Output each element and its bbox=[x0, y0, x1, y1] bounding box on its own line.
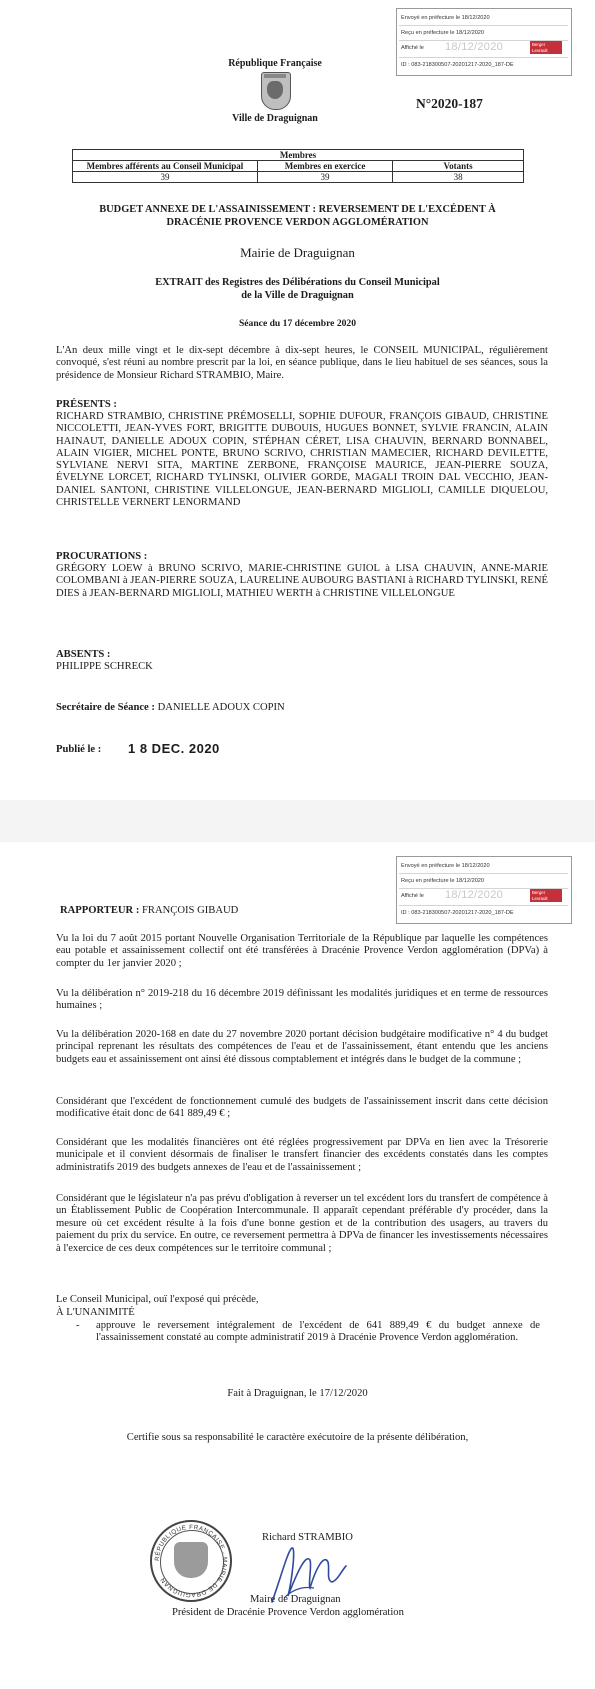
rapporteur-name: FRANÇOIS GIBAUD bbox=[142, 905, 239, 916]
page-one bbox=[0, 0, 595, 800]
considerant-paragraph-3: Vu la délibération 2020-168 en date du 27 novembre 2020 portant décision budgétaire modificative n° 4 du budget principal reprenant les résultats des compétences de l'eau et de l'assainissement, étant entendu que les anciens budgets eau et assainissement ont ainsi été dissous comptablement et intégrés dans le budget de la commune ; bbox=[56, 1029, 548, 1065]
extract-heading-line2: de la Ville de Draguignan bbox=[241, 290, 354, 301]
considerant-paragraph-2: Vu la délibération n° 2019-218 du 16 décembre 2019 définissant les modalités juridiques et en terme de ressources humaines ; bbox=[56, 988, 548, 1012]
members-title: Membres bbox=[73, 150, 524, 161]
secretary-line bbox=[56, 702, 285, 713]
deliberation-number: N°2020-187 bbox=[416, 96, 483, 111]
published-label: Publié le : bbox=[56, 744, 102, 755]
stamp-divider bbox=[399, 905, 568, 906]
rapporteur-label: RAPPORTEUR : bbox=[60, 905, 140, 916]
presents-list: RICHARD STRAMBIO, CHRISTINE PRÉMOSELLI, SOPHIE DUFOUR, FRANÇOIS GIBAUD, CHRISTINE NICCOLETTI, JEAN-YVES FORT, BRIGITTE DUBOUIS, HUGUES BONNET, SYLVIE FRANCIN, ALAIN HAINAUT, DANIELLE ADOUX COPIN, STÉPHAN CÉRET, LISA CHAUVIN, BERNARD BONNABEL, ALAIN VIGIER, MICHEL PONTE, BRUNO SCRIVO, CHRISTIAN MAMECIER, RICHARD DEVILETTE, SYLVIANE NERVI SITA, MARTINE ZERBONE, FRANÇOISE MAURICE, JEAN-PIERRE SOUZA, ÉVELYNE LORCET, RICHARD TYLINSKI, OLIVIER GORDE, MAGALI TROIN DAL VECCHIO, JEAN-DANIEL SANTONI, CHRISTINE VILLELONGUE, JEAN-BERNARD MIGLIOLI, CAMILLE DIQUELOU, CHRISTELLE VERNERT LENORMAND bbox=[56, 411, 548, 509]
mairie-heading: Mairie de Draguignan bbox=[240, 245, 355, 260]
berger-levrault-logo: Berger Levrault bbox=[530, 889, 562, 902]
members-header-votants: Votants bbox=[393, 161, 524, 172]
rapporteur-line bbox=[60, 905, 238, 916]
stamp-divider bbox=[399, 25, 568, 26]
decision-text: approuve le reversement intégralement de l'excédent de 641 889,49 € du budget annexe de l'assainissement constaté au compte administratif 2019 à Dracénie Provence Verdon agglomération. bbox=[96, 1320, 540, 1344]
secretary-name: DANIELLE ADOUX COPIN bbox=[157, 702, 285, 713]
republic-label: République Française bbox=[228, 58, 322, 69]
stamp-sent: Envoyé en préfecture le 18/12/2020 bbox=[401, 15, 490, 21]
stamp-posted-date: 18/12/2020 bbox=[445, 41, 504, 53]
stamp-posted-label: Affiché le bbox=[401, 45, 424, 51]
decision-bullet: - bbox=[76, 1320, 80, 1331]
stamp-id: ID : 083-218300507-20201217-2020_187-DE bbox=[401, 910, 514, 916]
intro-paragraph: L'An deux mille vingt et le dix-sept décembre à dix-sept heures, le CONSEIL MUNICIPAL, régulièrement convoqué, s'est réuni au nombre prescrit par la loi, en séance publique, dans le lieu habituel de ses séances, sous la présidence de Monsieur Richard STRAMBIO, Maire. bbox=[56, 345, 548, 381]
members-value-votants: 38 bbox=[393, 172, 524, 183]
signatory-role-mayor: Maire de Draguignan bbox=[250, 1594, 341, 1605]
svg-text:RÉPUBLIQUE FRANÇAISE · MAIRIE: RÉPUBLIQUE FRANÇAISE · MAIRIE DE DRAGUIGNAN bbox=[153, 1523, 229, 1599]
stamp-posted-date: 18/12/2020 bbox=[445, 889, 504, 901]
members-value-afferents: 39 bbox=[73, 172, 258, 183]
signatory-role-president: Président de Dracénie Provence Verdon agglomération bbox=[172, 1607, 404, 1618]
stamp-divider bbox=[399, 873, 568, 874]
stamp-divider bbox=[399, 57, 568, 58]
considerant-paragraph-6: Considérant que le législateur n'a pas prévu d'obligation à reverser un tel excédent lors du transfert de compétence à un Établissement Public de Coopération Intercommunale. Il apparaît cependant préférable d'y procéder, dans la mesure où cet excédent résulte à la fois d'une bonne gestion et de la contribution des usagers, au travers du paiement du prix du service. En outre, ce reversement permettra à DPVa de financer les investissements nécessaires à l'exercice de ces deux compétences sur le territoire communal ; bbox=[56, 1193, 548, 1254]
town-label: Ville de Draguignan bbox=[232, 113, 318, 124]
stamp-id: ID : 083-218300507-20201217-2020_187-DE bbox=[401, 62, 514, 68]
absents-list: PHILIPPE SCHRECK bbox=[56, 661, 153, 672]
considerant-paragraph-1: Vu la loi du 7 août 2015 portant Nouvelle Organisation Territoriale de la République par laquelle les compétences eau potable et assainissement collectif ont été transférées à Dracénie Provence Verdon agglomération (DPVa) à compter du 1er janvier 2020 ; bbox=[56, 933, 548, 969]
stamp-posted-label: Affiché le bbox=[401, 893, 424, 899]
stamp-received: Reçu en préfecture le 18/12/2020 bbox=[401, 878, 485, 884]
procurations-list: GRÉGORY LOEW à BRUNO SCRIVO, MARIE-CHRISTINE GUIOL à LISA CHAUVIN, ANNE-MARIE COLOMBANI à JEAN-PIERRE SOUZA, LAURELINE AUBOURG BASTIANI à RICHARD TYLINSKI, RENÉ DIES à JEAN-BERNARD MIGLIOLI, MATHIEU WERTH à CHRISTINE VILLELONGUE bbox=[56, 563, 548, 599]
extract-heading-line1: EXTRAIT des Registres des Délibérations du Conseil Municipal bbox=[155, 277, 440, 288]
certify-line: Certifie sous sa responsabilité le caractère exécutoire de la présente délibération, bbox=[126, 1432, 469, 1443]
done-at-line: Fait à Draguignan, le 17/12/2020 bbox=[227, 1388, 368, 1399]
prefecture-stamp bbox=[396, 856, 572, 924]
deliberation-title-line2: DRACÉNIE PROVENCE VERDON AGGLOMÉRATION bbox=[166, 217, 429, 228]
page-separator bbox=[0, 800, 595, 842]
considerant-paragraph-4: Considérant que l'excédent de fonctionnement cumulé des budgets de l'assainissement inscrit dans cette décision modificative était donc de 641 889,49 € ; bbox=[56, 1096, 548, 1120]
absents-label: ABSENTS : bbox=[56, 649, 111, 660]
members-header-exercice: Membres en exercice bbox=[257, 161, 392, 172]
seal-ring-text bbox=[150, 1520, 232, 1602]
deliberation-title-line1: BUDGET ANNEXE DE L'ASSAINISSEMENT : REVERSEMENT DE L'EXCÉDENT À bbox=[99, 204, 496, 215]
stamp-sent: Envoyé en préfecture le 18/12/2020 bbox=[401, 863, 490, 869]
berger-levrault-logo: Berger Levrault bbox=[530, 41, 562, 54]
signatory-name: Richard STRAMBIO bbox=[262, 1532, 353, 1543]
council-statement: Le Conseil Municipal, ouï l'exposé qui précède, bbox=[56, 1294, 259, 1305]
considerant-paragraph-5: Considérant que les modalités financières ont été réglées progressivement par DPVa en lien avec la Trésorerie municipale et il convient désormais de finaliser le transfert financier des excédents constatés dans les comptes administratifs 2019 des budgets annexes de l'eau et de l'assainissement ; bbox=[56, 1137, 548, 1173]
members-header-afferents: Membres afférents au Conseil Municipal bbox=[73, 161, 258, 172]
members-value-exercice: 39 bbox=[257, 172, 392, 183]
unanimity-label: À L'UNANIMITÉ bbox=[56, 1307, 135, 1318]
prefecture-stamp bbox=[396, 8, 572, 76]
presents-label: PRÉSENTS : bbox=[56, 399, 117, 410]
official-seal bbox=[150, 1520, 232, 1602]
session-date: Séance du 17 décembre 2020 bbox=[238, 318, 357, 329]
published-date-stamp: 1 8 DEC. 2020 bbox=[128, 741, 220, 756]
members-table bbox=[72, 149, 524, 183]
stamp-received: Reçu en préfecture le 18/12/2020 bbox=[401, 30, 485, 36]
secretary-label: Secrétaire de Séance : bbox=[56, 702, 155, 713]
procurations-label: PROCURATIONS : bbox=[56, 551, 148, 562]
town-crest-icon bbox=[261, 72, 291, 110]
